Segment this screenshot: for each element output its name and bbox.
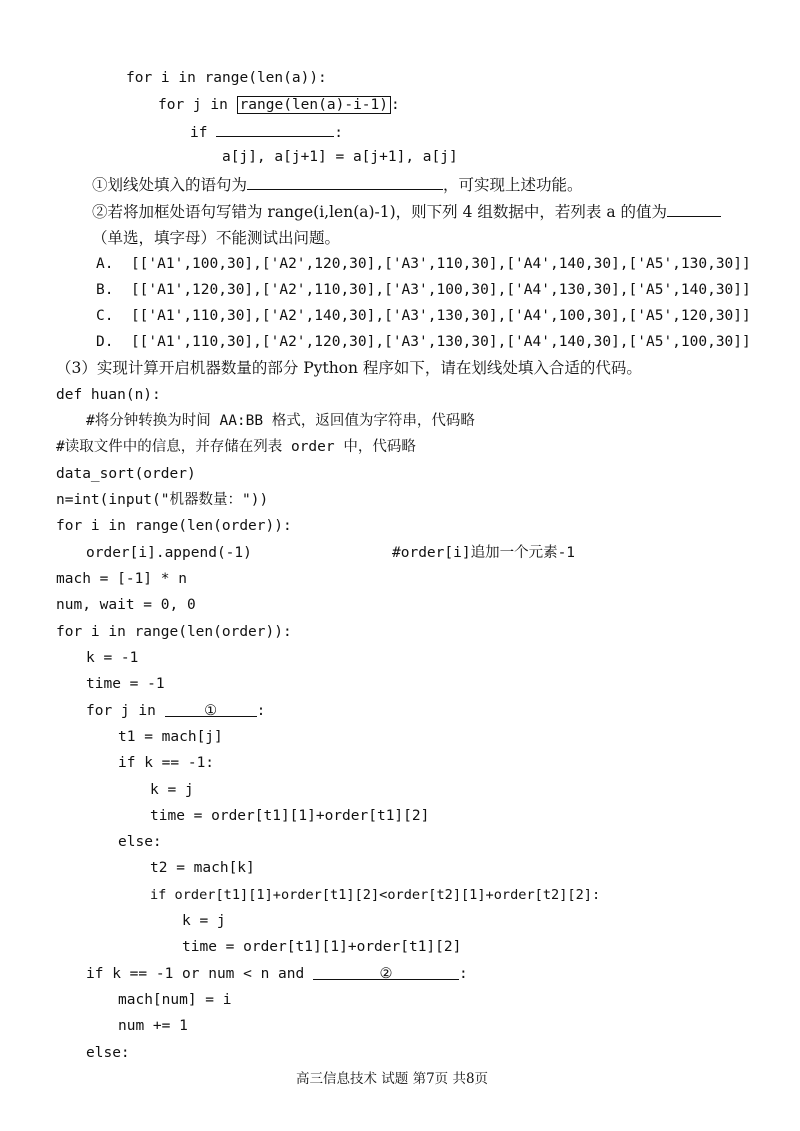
code-line (118, 1016, 188, 1036)
code-text: n=int(input("机器数量：")) (56, 492, 269, 508)
code-text: for i in range(len(order)): (56, 518, 292, 534)
code-text: order[i].append(-1) (86, 545, 252, 561)
code-text: k = -1 (86, 650, 139, 666)
code-line (118, 832, 162, 852)
code-line (86, 701, 265, 721)
boxed-statement: range(len(a)-i-1) (237, 96, 391, 114)
code-text: a[j], a[j+1] = a[j+1], a[j] (222, 149, 458, 165)
option-label: A. (96, 256, 114, 272)
code-text: num += 1 (118, 1018, 188, 1034)
code-text: for j in (86, 703, 165, 719)
answer-blank[interactable] (247, 174, 443, 190)
code-text: else: (118, 834, 162, 850)
q2-code-line (126, 68, 327, 88)
option-text: [['A1',110,30],['A2',120,30],['A3',130,30],['A4',140,30],['A5',100,30]] (130, 334, 751, 350)
footer-text: 高三信息技术 试题 第7页 共8页 (296, 1071, 489, 1087)
code-text: : (334, 125, 343, 141)
code-line (182, 937, 461, 957)
code-comment (392, 543, 575, 563)
q2-code-line (190, 121, 343, 143)
code-line (56, 516, 292, 536)
option-c (96, 306, 751, 326)
code-line (150, 885, 600, 905)
q2-code-line (222, 147, 458, 167)
code-line (86, 648, 138, 668)
code-text: #读取文件中的信息，并存储在列表 order 中，代码略 (56, 439, 416, 455)
code-line (118, 727, 223, 747)
q2-code-line (158, 95, 400, 115)
question-text: ，可实现上述功能。 (443, 176, 583, 194)
code-comment (56, 437, 416, 457)
code-line (150, 858, 255, 878)
option-label: C. (96, 308, 114, 324)
code-line (150, 780, 194, 800)
code-line (118, 990, 232, 1010)
code-line (86, 1043, 130, 1063)
code-text: if k == -1: (118, 755, 215, 771)
code-line (56, 569, 187, 589)
code-text: t2 = mach[k] (150, 860, 255, 876)
code-line (56, 385, 161, 405)
option-text: [['A1',100,30],['A2',120,30],['A3',110,30],['A4',140,30],['A5',130,30]] (130, 256, 751, 272)
code-line (56, 464, 196, 484)
code-text: time = -1 (86, 676, 165, 692)
code-text: for i in range(len(order)): (56, 624, 292, 640)
option-label: B. (96, 282, 114, 298)
option-label: D. (96, 334, 114, 350)
code-text: t1 = mach[j] (118, 729, 223, 745)
question-text: （单选，填字母）不能测试出问题。 (92, 229, 341, 247)
option-text: [['A1',110,30],['A2',140,30],['A3',130,30],['A4',100,30],['A5',120,30]] (130, 308, 751, 324)
option-a (96, 254, 751, 274)
code-text: k = j (150, 782, 194, 798)
code-text: def huan(n): (56, 387, 161, 403)
code-text: time = order[t1][1]+order[t1][2] (150, 808, 430, 824)
code-text: if (190, 125, 217, 141)
code-text: #order[i]追加一个元素-1 (392, 545, 576, 561)
code-text: mach[num] = i (118, 992, 232, 1008)
option-text: [['A1',120,30],['A2',110,30],['A3',100,30],['A4',130,30],['A5',140,30]] (130, 282, 751, 298)
sub-question-2 (92, 201, 721, 222)
code-line (86, 674, 165, 694)
code-text: if order[t1][1]+order[t1][2]<order[t2][1]+order[t2][2]: (150, 887, 601, 903)
code-line (182, 911, 226, 931)
answer-blank[interactable] (216, 121, 334, 137)
code-text: time = order[t1][1]+order[t1][2] (182, 939, 462, 955)
code-line (56, 490, 268, 510)
code-text: else: (86, 1045, 130, 1061)
code-line (86, 964, 468, 984)
question-text: ②若将加框处语句写错为 range(i,len(a)-1)，则下列 4 组数据中，若列表 a 的值为 (92, 203, 667, 221)
blank-marker: ① (204, 703, 218, 719)
code-text: for j in (158, 97, 237, 113)
code-text: data_sort(order) (56, 466, 196, 482)
code-text: : (256, 703, 266, 719)
code-comment (86, 411, 475, 431)
question-3-title (56, 358, 642, 378)
option-d (96, 332, 751, 352)
code-text: #将分钟转换为时间 AA:BB 格式，返回值为字符串，代码略 (86, 413, 475, 429)
code-line (56, 622, 292, 642)
code-text: if k == -1 or num < n and (86, 966, 313, 982)
page-footer (296, 1070, 488, 1088)
question-text: （3）实现计算开启机器数量的部分 Python 程序如下，请在划线处填入合适的代码。 (56, 359, 642, 377)
code-line (150, 806, 429, 826)
code-text: : (458, 966, 468, 982)
code-line (118, 753, 214, 773)
code-text: num, wait = 0, 0 (56, 597, 196, 613)
code-text: for i in range(len(a)): (126, 70, 327, 86)
code-line (86, 543, 252, 563)
option-b (96, 280, 751, 300)
sub-question-1 (92, 174, 583, 195)
sub-question-2-cont (92, 228, 340, 248)
code-text: : (390, 97, 400, 113)
code-text: k = j (182, 913, 226, 929)
code-text: mach = [-1] * n (56, 571, 187, 587)
question-text: ①划线处填入的语句为 (92, 176, 248, 194)
answer-blank[interactable] (667, 201, 721, 217)
blank-1[interactable] (165, 701, 257, 717)
code-line (56, 595, 196, 615)
blank-2[interactable] (313, 964, 459, 980)
blank-marker: ② (379, 966, 393, 982)
